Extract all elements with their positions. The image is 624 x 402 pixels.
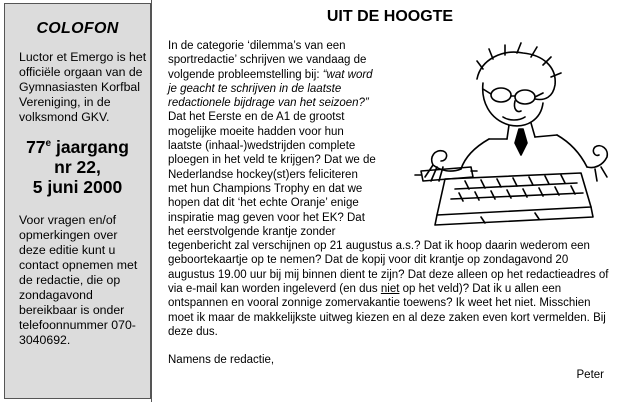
colofon-panel (4, 3, 151, 399)
colofon-description: Luctor et Emergo is het officiële orgaan van de Gymnasiasten Korfbal Vereniging, in de volksmond GKV. (19, 50, 147, 124)
article-body (168, 39, 617, 382)
typewriter-cartoon-icon (385, 39, 617, 227)
article-closing: Namens de redactie, (168, 354, 275, 367)
colofon-title: COLOFON (36, 20, 119, 37)
article-question: “wat word je geacht te schrijven in de laatste redactionele bijdrage van het seizoen?” (168, 68, 373, 110)
issue-info (5, 137, 150, 197)
volume-line (5, 137, 150, 157)
column-divider (151, 0, 152, 402)
colofon-contact: Voor vragen en/of opmerkingen over deze editie kunt u contact opnemen met de redactie, die op zondagavond bereikbaar is onder telefoonnummer 070- 3040692. (19, 213, 138, 347)
article-body-part-2: op het veld)? Dat ik u allen een ontspannen en vooral zonnige zomervakantie toewens? Ik weet het niet. Misschien moet ik maar de makkelijkste uitweg kiezen en al deze zaken even kort vermelden. Bij deze dus. (168, 283, 606, 338)
article-emphasis: niet (380, 283, 400, 296)
volume-number: 77 (26, 137, 46, 157)
issue-number: nr 22, (54, 157, 101, 177)
article-signature: Peter (576, 368, 604, 381)
article-intro: In de categorie ‘dilemma’s van een sportredactie’ schrijven we vandaag de volgende probleemstelling bij: (168, 40, 367, 81)
volume-word: jaargang (51, 137, 129, 157)
article-body-part-1: Dat het Eerste en de A1 de grootst mogelijke moeite hadden voor hun laatste (inhaal-)wedstrijden complete ploegen in het veld te krijgen? Dat we de Nederlandse hockey(st)ers feliciteren met hun Champions Trophy en dat we hopen dat dit ‘het echte Oranje’ enige inspiratie mag geven voor het EK? Dat het eerstvolgende krantje zonder tegenbericht zal verschijnen op 21 augustus a.s.? Dat ik hoop daarin wederom een geboortekaartje op te nemen? Dat de kopij voor dit krantje op zondagavond 20 augustus 19.00 uur bij mij binnen dient te zijn? Dat deze alleen op het redactieadres of via e-mail kan worden ingeleverd (en dus (168, 111, 609, 296)
volume-suffix: e (45, 138, 52, 149)
article-title: UIT DE HOOGTE (326, 8, 454, 25)
issue-date: 5 juni 2000 (32, 177, 123, 197)
